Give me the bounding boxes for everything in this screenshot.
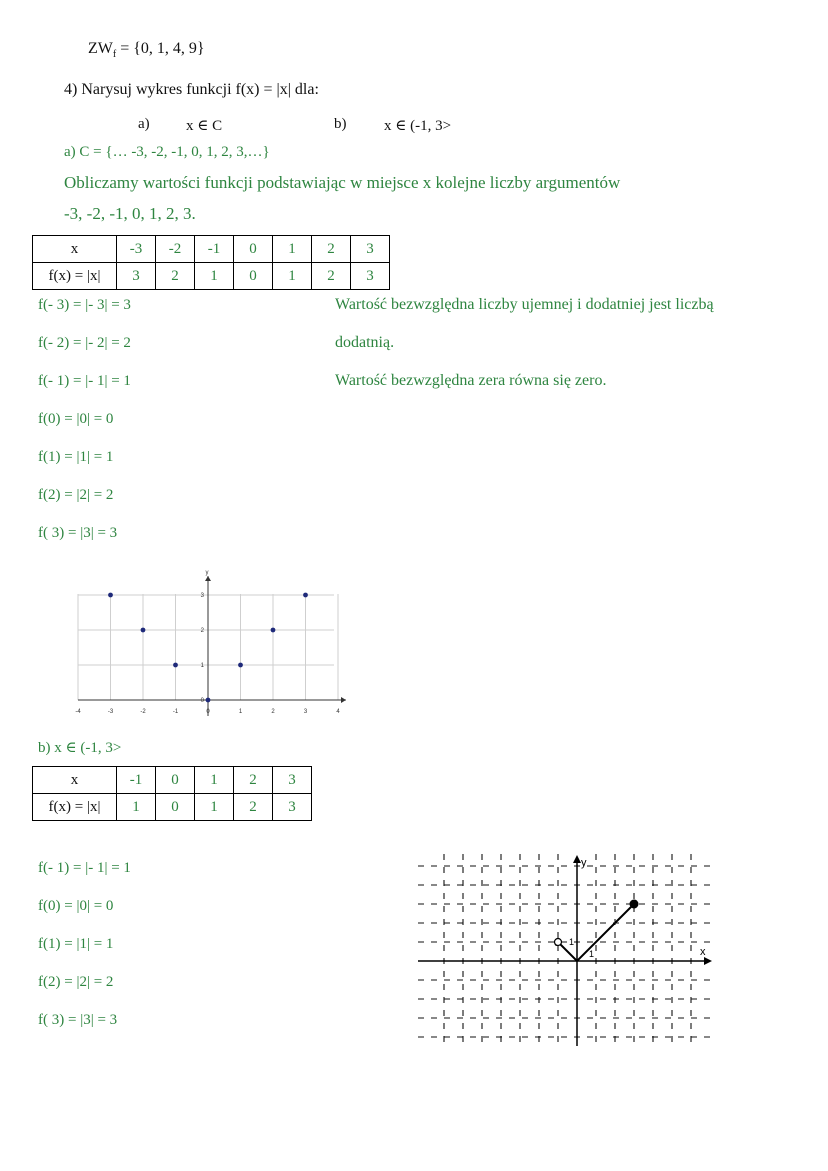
equation: f(0) = |0| = 0	[38, 411, 114, 427]
closed-endpoint	[630, 900, 639, 909]
open-endpoint	[555, 939, 562, 946]
x-tick-label: -4	[75, 709, 81, 715]
table-cell: 1	[117, 794, 156, 821]
y-axis-arrow	[573, 855, 581, 863]
equation: f( 3) = |3| = 3	[38, 1012, 118, 1028]
range-line	[88, 40, 205, 60]
x-tick-label: 3	[303, 709, 308, 715]
table-cell: -3	[117, 236, 156, 263]
table-cell: -1	[117, 767, 156, 794]
table-cell: 1	[273, 236, 312, 263]
table-cell: 0	[156, 767, 195, 794]
scatter-chart	[60, 566, 360, 726]
table-cell: 2	[156, 263, 195, 290]
x-tick-label: 4	[336, 709, 340, 715]
x-unit-label: 1	[589, 949, 595, 959]
x-tick-label: -1	[172, 709, 179, 715]
table-cell: 2	[312, 236, 351, 263]
data-point	[108, 593, 113, 598]
task-heading: 4) Narysuj wykres funkcji f(x) = |x| dla:	[64, 81, 319, 98]
y-tick-label: 1	[200, 663, 204, 669]
x-axis-label: x	[700, 946, 706, 958]
equation: f(2) = |2| = 2	[38, 974, 114, 990]
table-row	[33, 263, 390, 290]
equation: f(- 1) = |- 1| = 1	[38, 373, 131, 389]
table-header-fx: f(x) = |x|	[33, 263, 117, 290]
y-tick-label: 0	[200, 698, 204, 704]
table-cell: 0	[234, 236, 273, 263]
table-cell: -2	[156, 236, 195, 263]
option-b-text: x ∈ (-1, 3>	[384, 118, 452, 134]
table-cell: 3	[351, 236, 390, 263]
part-b-heading: b) x ∈ (-1, 3>	[38, 740, 122, 756]
chart-axes	[418, 855, 712, 1046]
equation: f(- 3) = |- 3| = 3	[38, 297, 131, 313]
equation: f(1) = |1| = 1	[38, 449, 114, 465]
option-a-text: x ∈ C	[186, 118, 223, 134]
y-axis-label: y	[205, 570, 209, 576]
y-tick-label: 3	[200, 593, 204, 599]
equation: f(- 2) = |- 2| = 2	[38, 335, 131, 351]
data-point	[141, 628, 146, 633]
note-line-3: Wartość bezwzględna zera równa się zero.	[335, 372, 607, 389]
table-cell: 3	[273, 767, 312, 794]
table-cell: 1	[195, 794, 234, 821]
table-cell: 0	[234, 263, 273, 290]
table-header-fx: f(x) = |x|	[33, 794, 117, 821]
table-row	[33, 236, 390, 263]
table-header-x: x	[33, 236, 117, 263]
data-point	[206, 698, 211, 703]
table-cell: 2	[234, 767, 273, 794]
value-table-a	[32, 235, 390, 290]
x-axis-arrow	[704, 957, 712, 965]
y-axis-arrow	[205, 576, 211, 581]
line-chart	[416, 852, 716, 1048]
range-value: = {0, 1, 4, 9}	[120, 40, 205, 57]
option-a-letter: a)	[138, 116, 150, 132]
table-cell: 2	[234, 794, 273, 821]
range-label: ZW	[88, 40, 113, 57]
calc-line-2: -3, -2, -1, 0, 1, 2, 3.	[64, 204, 196, 223]
table-cell: 3	[273, 794, 312, 821]
table-cell: 3	[351, 263, 390, 290]
option-b-letter: b)	[334, 116, 347, 132]
note-line-2: dodatnią.	[335, 334, 395, 351]
table-cell: 2	[312, 263, 351, 290]
table-cell: 1	[273, 263, 312, 290]
data-point	[303, 593, 308, 598]
table-row	[33, 794, 312, 821]
x-tick-label: 1	[238, 709, 243, 715]
value-table-b	[32, 766, 312, 821]
x-tick-label: 0	[206, 709, 210, 715]
table-cell: 1	[195, 263, 234, 290]
x-tick-label: -3	[107, 709, 114, 715]
equation: f(- 1) = |- 1| = 1	[38, 860, 131, 876]
data-point	[173, 663, 178, 668]
data-point	[271, 628, 276, 633]
note-line-1: Wartość bezwzględna liczby ujemnej i dodatniej jest liczbą	[335, 296, 714, 313]
table-cell: 1	[195, 767, 234, 794]
y-tick-label: 2	[200, 628, 204, 634]
equation: f(1) = |1| = 1	[38, 936, 114, 952]
x-tick-label: -2	[140, 709, 146, 715]
table-cell: 0	[156, 794, 195, 821]
table-cell: 3	[117, 263, 156, 290]
x-tick-label: 2	[271, 709, 275, 715]
y-unit-label: 1	[569, 937, 575, 947]
table-cell: -1	[195, 236, 234, 263]
equation: f( 3) = |3| = 3	[38, 525, 118, 541]
calc-line-1: Obliczamy wartości funkcji podstawiając w miejsce x kolejne liczby argumentów	[64, 173, 621, 192]
set-c-line: a) C = {… -3, -2, -1, 0, 1, 2, 3,…}	[64, 144, 270, 160]
equation: f(2) = |2| = 2	[38, 487, 114, 503]
range-subscript: f	[112, 49, 117, 61]
data-point	[238, 663, 243, 668]
y-axis-label: y	[581, 857, 587, 869]
table-header-x: x	[33, 767, 117, 794]
equation: f(0) = |0| = 0	[38, 898, 114, 914]
x-axis-arrow	[341, 697, 346, 703]
table-row	[33, 767, 312, 794]
